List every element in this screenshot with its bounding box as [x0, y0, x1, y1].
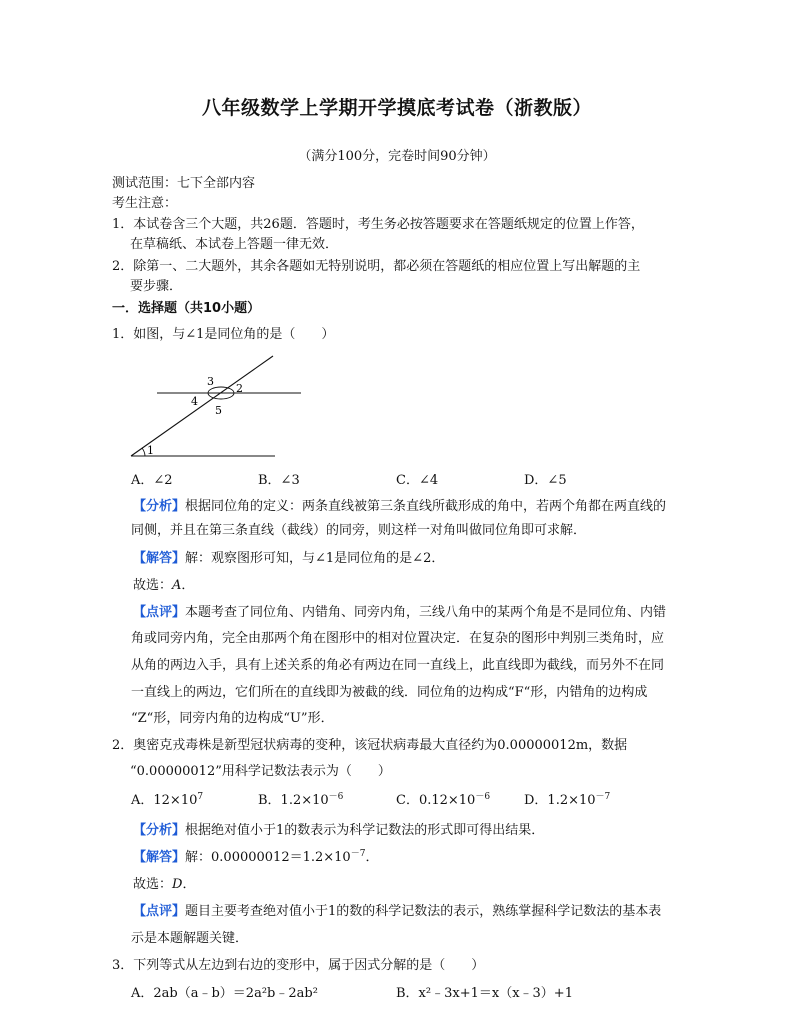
page-title: 八年级数学上学期开学摸底考试卷（浙教版）	[201, 97, 592, 119]
choice-prefix: 故选：	[133, 578, 173, 593]
q1-answer	[133, 550, 444, 568]
q1-answer-text: 解：观察图形可知，与∠1是同位角的是∠2．	[185, 551, 445, 566]
angle-1-arc	[142, 448, 145, 456]
q1-comment-cont-2: 从角的两边入手，具有上述关系的角必有两边在同一直线上，此直线即为截线，而另外不在同	[131, 658, 665, 673]
q1-analysis-text: 根据同位角的定义：两条直线被第三条直线所截形成的角中，若两个角都在两直线的	[185, 499, 667, 514]
q2-comment-cont: 示是本题解题关键．	[131, 931, 249, 946]
q2-answer: 【解答】解：$0.00000012=1.2\times 10^{-7}$．	[133, 849, 379, 865]
test-scope: 测试范围：七下全部内容	[112, 176, 256, 191]
choice-suffix: ．	[182, 877, 196, 892]
q1-choice	[133, 577, 194, 595]
answer-tag: 【解答】	[133, 551, 186, 566]
q2-answer-exp: －7	[350, 849, 366, 859]
angle-label-5: 5	[215, 404, 222, 417]
angle-label-1: 1	[147, 444, 154, 457]
page-subtitle: （满分100分，完卷时间90分钟）	[298, 149, 496, 164]
comment-tag: 【点评】	[133, 904, 186, 919]
choice-prefix: 故选：	[133, 877, 173, 892]
q3-option-a: A．2ab（a﹣b）＝2a²b﹣2ab²	[131, 986, 318, 1001]
q2-analysis-text: 根据绝对值小于1的数表示为科学记数法的形式即可得出结果．	[185, 823, 545, 838]
note-1: 1．本试卷含三个大题，共26题．答题时，考生务必按答题要求在答题纸规定的位置上作答，	[112, 217, 644, 232]
q2-comment	[133, 903, 661, 921]
section-heading: 一．选择题（共10小题）	[112, 301, 261, 316]
transversal-line	[131, 356, 273, 456]
q1-option-b: B．∠3	[258, 473, 300, 488]
choice-letter: D	[172, 877, 183, 892]
choice-letter: A	[172, 578, 182, 593]
analysis-tag: 【分析】	[133, 499, 186, 514]
q3-option-b: B．x²﹣3x+1＝x（x﹣3）+1	[396, 986, 573, 1001]
q1-comment-text: 本题考查了同位角、内错角、同旁内角，三线八角中的某两个角是不是同位角、内错	[185, 605, 667, 620]
answer-tag: 【解答】	[133, 850, 186, 865]
angle-label-3: 3	[207, 375, 214, 388]
q1-analysis	[133, 498, 666, 516]
q1-option-d: D．∠5	[524, 473, 567, 488]
note-2: 2．除第一、二大题外，其余各题如无特别说明，都必须在答题纸的相应位置上写出解题的主	[112, 259, 641, 274]
q1-option-a: A．∠2	[131, 473, 173, 488]
q1-comment-cont-3: 一直线上的两边，它们所在的直线即为被截的线．同位角的边构成“F“形，内错角的边构成	[131, 685, 648, 700]
q1-stem: 1．如图，与∠1是同位角的是（ ）	[112, 327, 335, 342]
q1-comment-cont-4: “Z“形，同旁内角的边构成“U”形．	[131, 711, 334, 726]
q2-analysis	[133, 822, 544, 840]
notice-label: 考生注意：	[112, 196, 178, 211]
analysis-tag: 【分析】	[133, 823, 186, 838]
angle-label-4: 4	[191, 395, 198, 408]
choice-suffix: ．	[181, 578, 195, 593]
q2-choice	[133, 876, 195, 894]
q1-analysis-cont: 同侧，并且在第三条直线（截线）的同旁，则这样一对角叫做同位角即可求解．	[131, 523, 587, 538]
q2-stem: 2．奥密克戎毒株是新型冠状病毒的变种，该冠状病毒最大直径约为0.00000012m，数据	[112, 738, 628, 753]
note-1-cont: 在草稿纸、本试卷上答题一律无效．	[130, 237, 339, 252]
q3-stem: 3．下列等式从左边到右边的变形中，属于因式分解的是（ ）	[112, 958, 485, 973]
q1-option-c: C．∠4	[396, 473, 439, 488]
q2-stem-cont: “0.00000012”用科学记数法表示为（ ）	[130, 764, 391, 779]
q2-option-c: C．$0.12\times 10^{-6}$	[396, 792, 491, 808]
q2-option-a: A．$12\times 10^7$	[131, 792, 204, 808]
comment-tag: 【点评】	[133, 605, 186, 620]
q2-comment-text: 题目主要考查绝对值小于1的数的科学记数法的表示，熟练掌握科学记数法的基本表	[185, 904, 662, 919]
q2-answer-text: 解：0.00000012＝1.2×10	[185, 850, 351, 865]
q1-figure	[125, 348, 310, 463]
q1-comment	[133, 604, 666, 622]
angle-label-2: 2	[236, 382, 243, 395]
note-2-cont: 要步骤．	[130, 279, 183, 294]
q2-option-b: B．$1.2\times 10^{-6}$	[258, 792, 344, 808]
q2-option-d: D．$1.2\times 10^{-7}$	[524, 792, 611, 808]
q1-comment-cont-1: 角或同旁内角，完全由那两个角在图形中的相对位置决定．在复杂的图形中判别三类角时，应	[131, 631, 665, 646]
